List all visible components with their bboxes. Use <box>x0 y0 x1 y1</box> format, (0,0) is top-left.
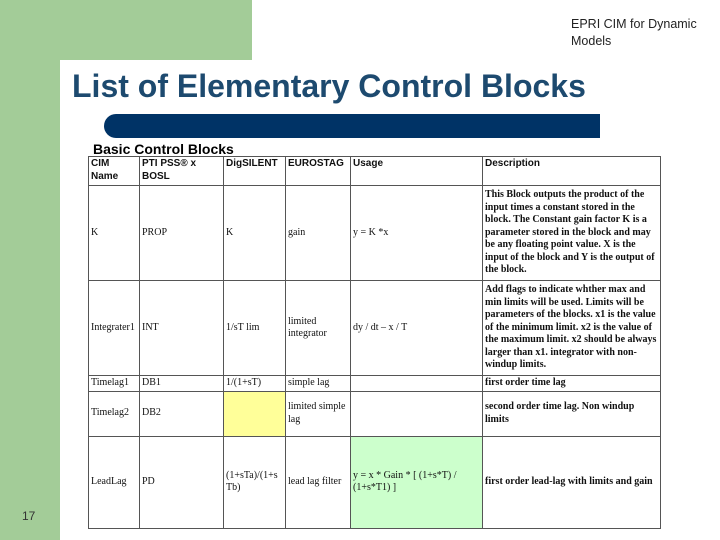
cell-digsilent: 1/(1+sT) <box>224 376 286 392</box>
cell-digsilent: K <box>224 186 286 281</box>
cell-eurostag: gain <box>286 186 351 281</box>
cell-pti: INT <box>140 281 224 376</box>
cell-usage: dy / dt – x / T <box>351 281 483 376</box>
header-note: EPRI CIM for Dynamic Models <box>571 17 697 48</box>
cell-usage <box>351 391 483 436</box>
cell-pti: DB2 <box>140 391 224 436</box>
cell-cim: Timelag2 <box>89 391 140 436</box>
cell-pti: DB1 <box>140 376 224 392</box>
title-underline-bar <box>104 114 600 138</box>
page-number: 17 <box>22 509 36 523</box>
table-row <box>89 376 661 392</box>
cell-pti: PD <box>140 436 224 528</box>
table-header-row <box>89 157 661 186</box>
cell-digsilent <box>224 391 286 436</box>
cell-description: Add flags to indicate whther max and min limits will be used. Limits will be parameters of the blocks. x1 is the value of the minimum limit. x2 is the value of the maximum limit. x2 should be always larger than x1. integrator with non-windup limits. <box>483 281 661 376</box>
cell-cim: K <box>89 186 140 281</box>
control-blocks-table <box>88 156 661 529</box>
cell-description: first order time lag <box>483 376 661 392</box>
cell-cim: Timelag1 <box>89 376 140 392</box>
header-description: Description <box>483 157 661 186</box>
cell-usage: y = K *x <box>351 186 483 281</box>
table-row <box>89 186 661 281</box>
cell-pti: PROP <box>140 186 224 281</box>
header-digsilent: DigSILENT <box>224 157 286 186</box>
cell-eurostag: simple lag <box>286 376 351 392</box>
table-row <box>89 391 661 436</box>
cell-description: second order time lag. Non windup limits <box>483 391 661 436</box>
cell-eurostag: limited simple lag <box>286 391 351 436</box>
header-usage: Usage <box>351 157 483 186</box>
cell-description: first order lead-lag with limits and gain <box>483 436 661 528</box>
header-cim-name: CIM Name <box>89 157 140 186</box>
cell-cim: LeadLag <box>89 436 140 528</box>
slide-title: List of Elementary Control Blocks <box>72 68 586 104</box>
cell-usage <box>351 376 483 392</box>
cell-eurostag: limited integrator <box>286 281 351 376</box>
cell-digsilent: 1/sT lim <box>224 281 286 376</box>
header-eurostag: EUROSTAG <box>286 157 351 186</box>
cell-cim: Integrater1 <box>89 281 140 376</box>
cell-eurostag: lead lag filter <box>286 436 351 528</box>
top-decor-band <box>0 0 252 60</box>
table-row <box>89 436 661 528</box>
cell-digsilent: (1+sTa)/(1+s Tb) <box>224 436 286 528</box>
cell-description: This Block outputs the product of the input times a constant stored in the block. The Constant gain factor K is a parameter stored in the block and may be any floating point value. X is the input of the block and Y is the output of the block. <box>483 186 661 281</box>
table-caption: Basic Control Blocks <box>93 141 234 157</box>
cell-usage: y = x * Gain * [ (1+s*T) / (1+s*T1) ] <box>351 436 483 528</box>
side-decor-band <box>0 0 60 540</box>
header-pti: PTI PSS® x BOSL <box>140 157 224 186</box>
table-row <box>89 281 661 376</box>
